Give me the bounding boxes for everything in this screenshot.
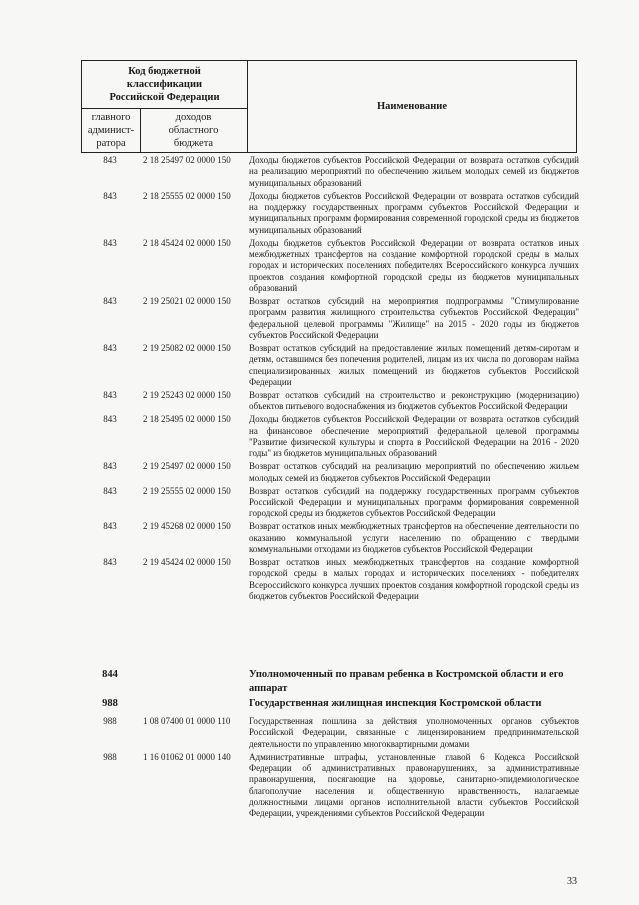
section-title: Уполномоченный по правам ребенка в Костромской области и его аппарат	[249, 669, 564, 694]
admin-code: 843	[103, 389, 117, 400]
budget-code: 2 18 25495 02 0000 150	[143, 414, 231, 425]
table-row	[81, 461, 581, 484]
budget-code: 2 19 25021 02 0000 150	[143, 295, 231, 306]
budget-code: 2 19 45268 02 0000 150	[143, 521, 231, 532]
row-name: Государственная пошлина за действия уполномоченных органов субъектов Российской Федерации, связанные с лицензированием предпринимательской деятельности по управлению многоквартирными домами	[249, 716, 579, 749]
row-name: Возврат остатков субсидий на предоставление жилых помещений детям-сиротам и детям, оставшимся без попечения родителей, лицам из их числа по договорам найма специализированных жилых помещений из бюджетов субъектов Российской Федерации	[249, 342, 579, 387]
table-body	[81, 155, 581, 604]
table-row	[81, 296, 581, 341]
kbk-title: Код бюджетной классификации Российской Федерации	[82, 61, 247, 109]
section-headings	[81, 668, 581, 713]
section-heading	[81, 668, 581, 695]
admin-code: 843	[103, 155, 117, 165]
kbk-header-block	[82, 61, 248, 152]
page-number: 33	[567, 876, 577, 887]
col-name-header: Наименование	[377, 101, 447, 112]
row-name: Возврат остатков субсидий на реализацию мероприятий по обеспечению жильем молодых семей из бюджетов субъектов Российской Федерации	[249, 461, 579, 483]
budget-code: 2 19 25082 02 0000 150	[143, 342, 231, 353]
table-row	[81, 343, 581, 388]
row-name: Доходы бюджетов субъектов Российской Федерации от возврата остатков субсидий на финансовое обеспечение мероприятий федеральной целевой программы "Развитие физической культуры и спорта в Российской Федерации на 2016 - 2020 годы" из бюджетов муниципальных образований	[249, 414, 579, 459]
admin-code: 988	[103, 716, 117, 726]
admin-code: 843	[103, 414, 117, 425]
row-name: Возврат остатков иных межбюджетных трансфертов на обеспечение деятельности по оказанию коммунальной услуги населению по обращению с твердыми коммунальными отходами из бюджетов субъектов Российской Федерации	[249, 521, 579, 554]
table-row	[81, 414, 581, 459]
admin-code: 843	[103, 342, 117, 353]
admin-code: 843	[103, 190, 117, 201]
table-row	[81, 521, 581, 555]
row-name: Доходы бюджетов субъектов Российской Федерации от возврата остатков иных межбюджетных трансфертов на создание комфортной городской среды в малых городах и исторических поселениях победителях Всероссийского конкурса лучших проектов создания комфортной городской среды из бюджетов муниципальных образований	[249, 237, 579, 293]
section-title: Государственная жилищная инспекция Костромской области	[249, 698, 542, 710]
table-row	[81, 557, 581, 602]
table-row	[81, 486, 581, 520]
section-heading	[81, 697, 581, 711]
budget-code: 2 18 45424 02 0000 150	[143, 237, 231, 248]
section-admin-code: 844	[102, 669, 118, 680]
budget-code: 1 08 07400 01 0000 110	[143, 716, 231, 726]
admin-code: 843	[103, 485, 117, 496]
admin-code: 843	[103, 461, 117, 472]
admin-code: 843	[103, 557, 117, 568]
row-name: Возврат остатков субсидий на строительство и реконструкцию (модернизацию) объектов питьевого водоснабжения из бюджетов субъектов Российской Федерации	[249, 389, 579, 412]
col-admin-header: главного админист- ратора	[82, 108, 141, 153]
budget-code: 2 19 25555 02 0000 150	[143, 485, 231, 496]
col-income-header: доходов областного бюджета	[168, 112, 219, 149]
row-name: Доходы бюджетов субъектов Российской Федерации от возврата остатков субсидий на реализацию мероприятий по обеспечению жильем молодых семей из бюджетов муниципальных образований	[249, 155, 579, 188]
row-name: Возврат остатков иных межбюджетных трансфертов на создание комфортной городской среды в малых городах и исторических поселениях - победителях Всероссийского конкурса лучших проектов создания комфортной городской среды из бюджетов субъектов Российской Федерации	[249, 557, 579, 601]
row-name: Возврат остатков субсидий на поддержку государственных программ субъектов Российской Федерации и муниципальных программ формирования современной городской среды из бюджетов субъектов Российской Федерации	[249, 485, 579, 519]
admin-code: 843	[103, 295, 117, 306]
admin-code: 843	[103, 237, 117, 248]
budget-code: 2 18 25555 02 0000 150	[143, 190, 231, 201]
row-name: Доходы бюджетов субъектов Российской Федерации от возврата остатков субсидий на поддержку государственных программ субъектов Российской Федерации и муниципальных программ формирования современной городской среды из бюджетов муниципальных образований	[249, 190, 579, 235]
budget-code: 2 19 25497 02 0000 150	[143, 461, 231, 472]
admin-code: 988	[103, 751, 117, 762]
table-row	[81, 238, 581, 294]
table-row	[81, 155, 581, 189]
table-header	[81, 60, 577, 153]
row-name: Административные штрафы, установленные главой 6 Кодекса Российской Федерации об административных правонарушениях, за административные правонарушения, посягающие на здоровье, санитарно-эпидемиологическое благополучие населения и общественную нравственность, налагаемые должностными лицами органов исполнительной власти субъектов Российской Федерации, учреждениями субъектов Российской Федерации	[249, 751, 579, 819]
admin-code: 843	[103, 521, 117, 532]
row-name: Возврат остатков субсидий на мероприятия подпрограммы "Стимулирование программ развития жилищного строительства субъектов Российской Федерации" федеральной целевой программы "Жилище" на 2015 - 2020 годы из бюджетов субъектов Российской Федерации	[249, 295, 579, 340]
table-row	[81, 752, 581, 820]
budget-code: 1 16 01062 01 0000 140	[143, 751, 231, 762]
table-body-2	[81, 716, 581, 821]
budget-code: 2 19 45424 02 0000 150	[143, 557, 231, 568]
budget-code: 2 19 25243 02 0000 150	[143, 389, 231, 400]
table-row	[81, 191, 581, 236]
section-admin-code: 988	[102, 698, 118, 710]
table-row	[81, 390, 581, 413]
table-row	[81, 716, 581, 750]
budget-code: 2 18 25497 02 0000 150	[143, 155, 231, 165]
